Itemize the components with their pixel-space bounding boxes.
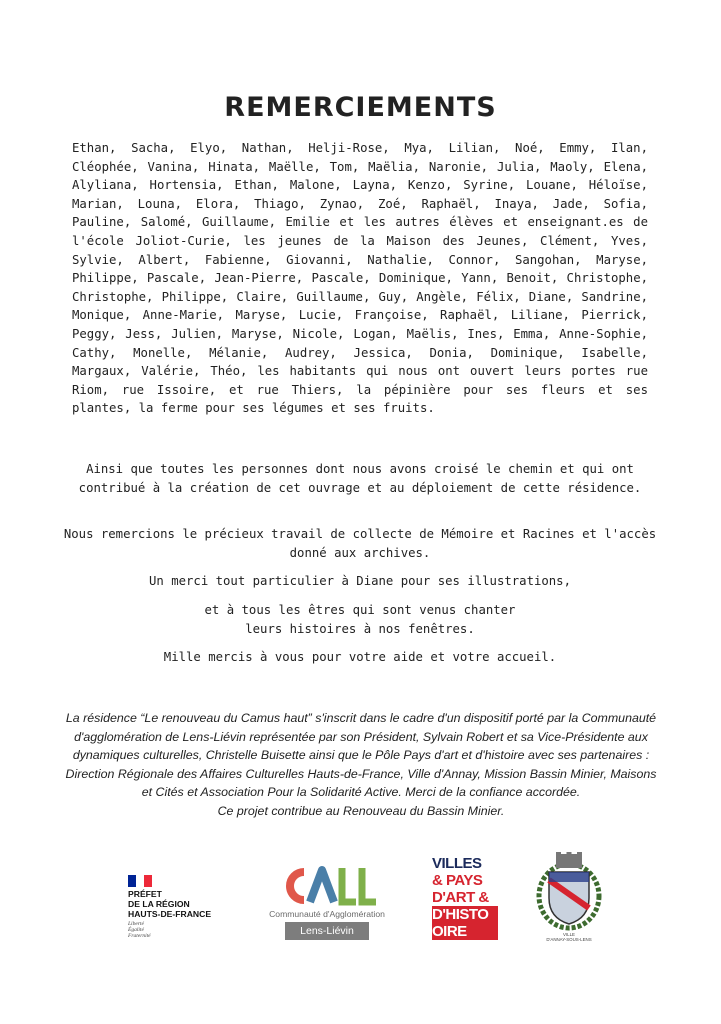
thanks-paragraph-beings [60,601,660,638]
call-box-label: Lens-Liévin [285,922,369,940]
call-subtitle: Communauté d'Agglomération [269,909,385,919]
thanks-names-paragraph: Ethan, Sacha, Elyo, Nathan, Helji-Rose, Mya, Lilian, Noé, Emmy, Ilan, Cléophée, Vanina, Hinata, Maëlle, Tom, Maëlia, Naronie, Julia, Maoly, Elena, Alyliana, Hortensia, Ethan, Malone, Layna, Kenzo, Syrine, Louane, Héloïse, Marian, Louna, Elora, Thiago, Zynao, Zoé, Raphaël, Inaya, Jade, Sofia, Pauline, Salomé, Guillaume, Emilie et les autres élèves et enseignant.es de l'école Joliot-Curie, les jeunes de la Maison des Jeunes, Clément, Yves, Sylvie, Albert, Fabienne, Giovanni, Nathalie, Connor, Sangohan, Maryse, Philippe, Pascale, Jean-Pierre, Pascale, Dominique, Yann, Benoit, Christophe, Christophe, Philippe, Claire, Guillaume, Guy, Angèle, Félix, Diane, Sandrine, Monique, Anne-Marie, Maryse, Lucie, Françoise, Raphaël, Liliane, Pierrick, Peggy, Jess, Julien, Maryse, Nicole, Logan, Maëlis, Ines, Emma, Anne-Sophie, Cathy, Monelle, Mélanie, Audrey, Jessica, Donia, Dominique, Isabelle, Margaux, Valérie, Théo, les habitants qui nous ont ouvert leurs portes rue Riom, rue Issoire, et rue Thiers, la pépinière pour ses fleurs et ses plantes, la ferme pour ses légumes et ses fruits. [72,141,648,416]
thanks-paragraph-illustrations: Un merci tout particulier à Diane pour ses illustrations, [149,574,571,588]
prefet-motto: Liberté Égalité Fraternité [128,921,151,939]
project-note: Ce projet contribue au Renouveau du Bassin Minier. [217,803,505,818]
villes-pays-art-histoire-logo: VILLES & PAYS D'ART & D'HISTO OIRE [432,855,498,941]
prefet-text: PRÉFET DE LA RÉGION HAUTS-DE-FRANCE [128,889,212,919]
thanks-paragraph-closing: Mille mercis à vous pour votre aide et votre accueil. [163,650,557,664]
call-letters-icon [252,862,402,908]
thanks-beings-line-1: et à tous les êtres qui sont venus chanter [204,603,516,617]
page-title: REMERCIEMENTS [224,92,497,123]
call-logo [252,862,402,942]
residence-description: La résidence “Le renouveau du Camus haut” s'inscrit dans le cadre d'un dispositif porté par la Communauté d'agglomération de Lens-Liévin représentée par son Président, Sylvain Robert et sa Vice-Présidente aux dynamiques culturelles, Christelle Buisette ainsi que le Pôle Pays d'art et d'histoire avec ses partenaires : Direction Régionale des Affaires Culturelles Hauts-de-France, Ville d'Annay, Mission Bassin Minier, Maisons et Cités et Association Pour la Solidarité Active. Merci de la confiance accordée. [65,711,657,800]
thanks-paragraph-people: Ainsi que toutes les personnes dont nous avons croisé le chemin et qui ont contribué à la création de cet ouvrage et au déploiement de cette résidence. [78,462,642,495]
french-flag-icon [128,874,152,886]
thanks-paragraph-archives: Nous remercions le précieux travail de collecte de Mémoire et Racines et l'accès donné aux archives. [63,527,657,560]
thanks-beings-line-2: leurs histoires à nos fenêtres. [245,621,475,636]
annay-caption: VILLE D'ANNAY-SOUS-LENS [546,932,592,942]
coat-of-arms-icon [534,852,604,932]
prefet-region-logo [124,874,234,940]
ville-annay-logo [534,852,604,944]
residence-note [64,709,658,821]
